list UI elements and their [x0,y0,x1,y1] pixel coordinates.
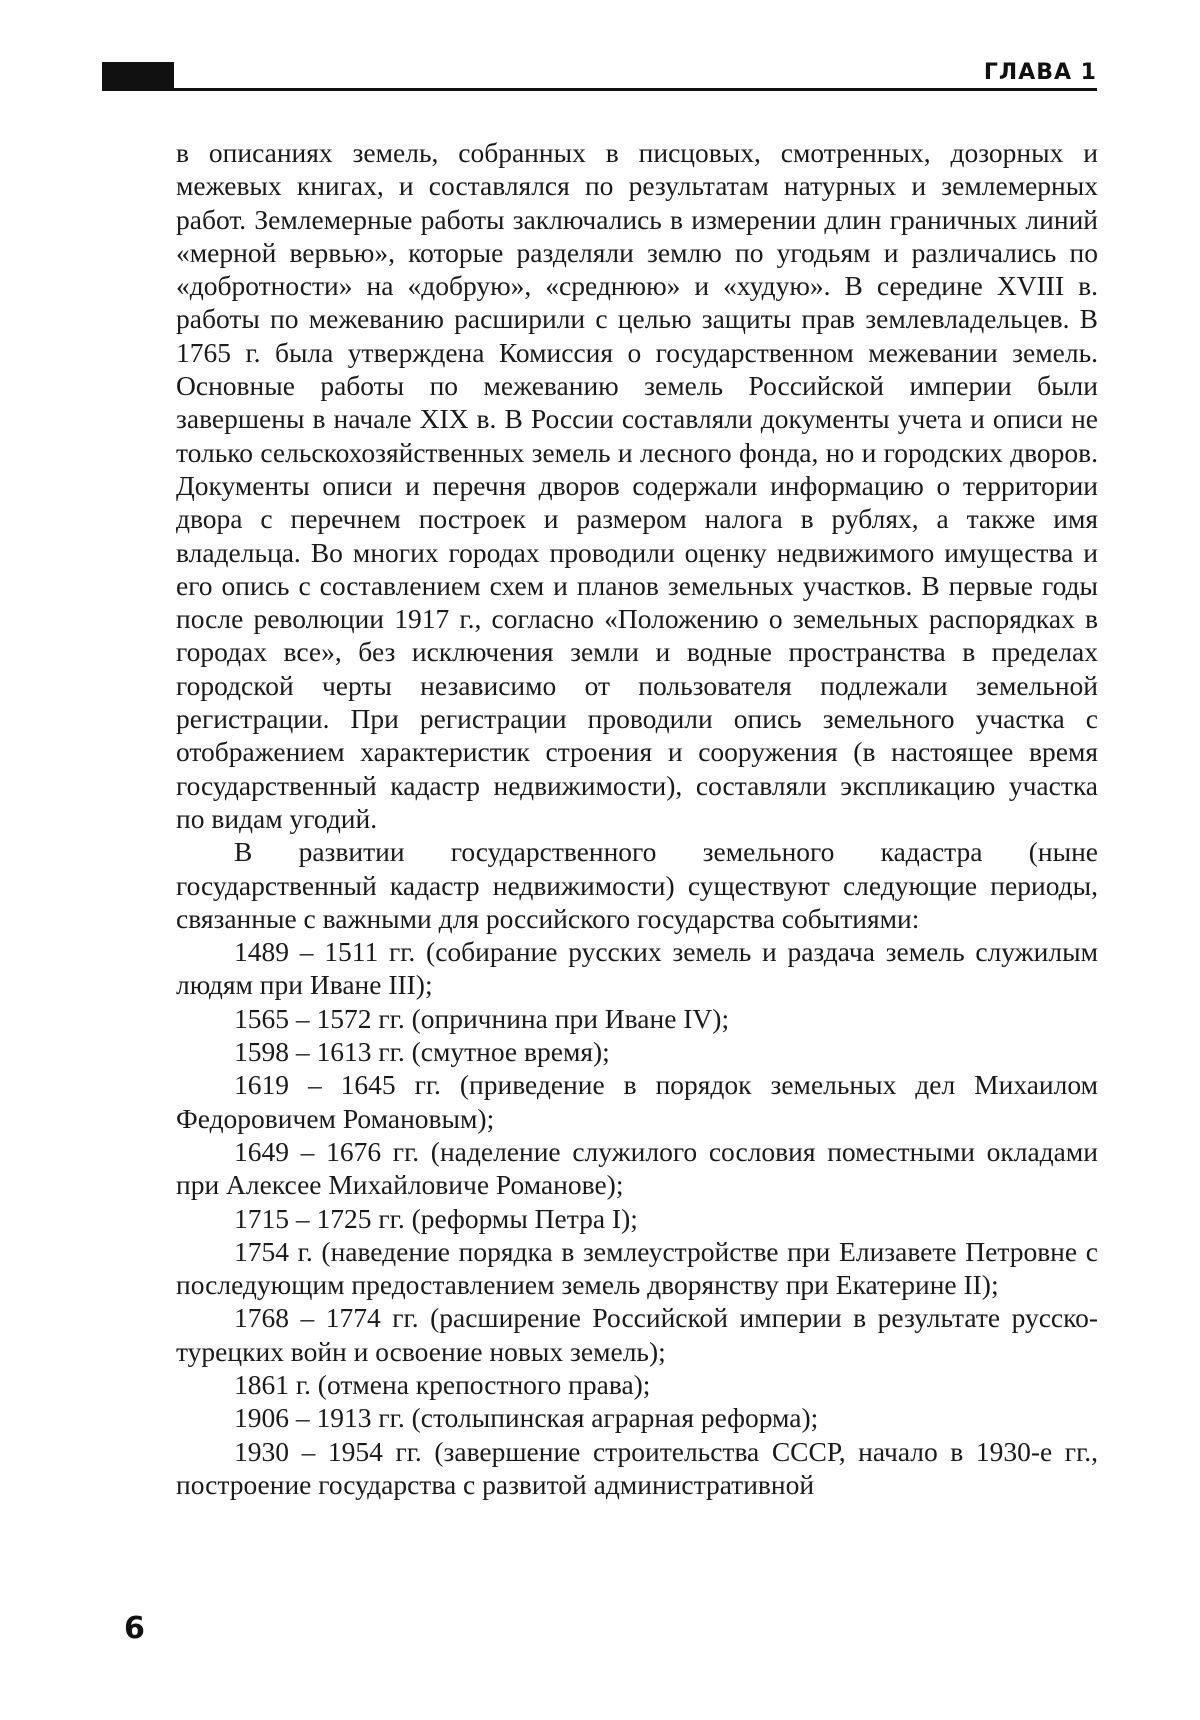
period-item: 1754 г. (наведение порядка в землеустройстве при Елизавете Петровне с последующим предоставлением земель дворянству при Екатерине II); [176,1235,1098,1301]
header-rule [174,88,1097,91]
period-item: 1930 – 1954 гг. (завершение строительства СССР, начало в 1930-е гг., построение государства с развитой административной [176,1435,1098,1500]
chapter-label: ГЛАВА 1 [983,60,1097,85]
period-item: 1619 – 1645 гг. (приведение в порядок земельных дел Михаилом Федоровичем Романовым); [176,1069,1098,1134]
period-item: 1768 – 1774 гг. (расширение Российской империи в результате русско-турецких войн и освоение новых земель); [176,1302,1098,1367]
period-item: 1565 – 1572 гг. (опричнина при Иване IV); [234,1002,730,1034]
page-number: 6 [124,1611,145,1646]
period-item: 1598 – 1613 гг. (смутное время); [234,1036,610,1068]
period-item: 1649 – 1676 гг. (наделение служилого сословия поместными окладами при Алексее Михайловиче Романове); [176,1135,1098,1201]
period-item: 1715 – 1725 гг. (реформы Петра I); [234,1202,638,1234]
paragraph-continuation: в описаниях земель, собранных в писцовых, смотренных, дозорных и межевых книгах, и составлялся по результатам натурных и землемерных работ. Землемерные работы заключались в измерении длин граничных линий «мерной вервью», которые разделяли землю по угодьям и различались по «добротности» на «добрую», «среднюю» и «худую». В середине XVIII в. работы по межеванию расширили с целью защиты прав землевладельцев. В 1765 г. была утверждена Комиссия о государственном межевании земель. Основные работы по межеванию земель Российской империи были завершены в начале XIX в. В России составляли документы учета и описи не только сельскохозяйственных земель и лесного фонда, но и городских дворов. Документы описи и перечня дворов содержали информацию о территории двора с перечнем построек и размером налога в рублях, а также имя владельца. Во многих городах проводили оценку недвижимого имущества и его опись с составлением схем и планов земельных участков. В первые годы после революции 1917 г., согласно «Положению о земельных распорядках в городах все», без исключения земли и водные пространства в пределах городской черты независимо от пользователя подлежали земельной регистрации. При регистрации проводили опись земельного участка с отображением характеристик строения и сооружения (в настоящее время государственный кадастр недвижимости), составляли экспликацию участка по видам угодий. [176,137,1098,834]
body-text [176,136,1098,1501]
paragraph-periods-intro: В развитии государственного земельного кадастра (ныне государственный кадастр недвижимости) существуют следующие периоды, связанные с важными для российского государства событиями: [176,836,1098,934]
period-item: 1489 – 1511 гг. (собирание русских земель и раздача земель служилым людям при Иване III); [176,936,1098,1001]
period-item: 1906 – 1913 гг. (столыпинская аграрная реформа); [234,1402,819,1434]
header-bar [102,62,174,91]
period-item: 1861 г. (отмена крепостного права); [234,1368,651,1400]
